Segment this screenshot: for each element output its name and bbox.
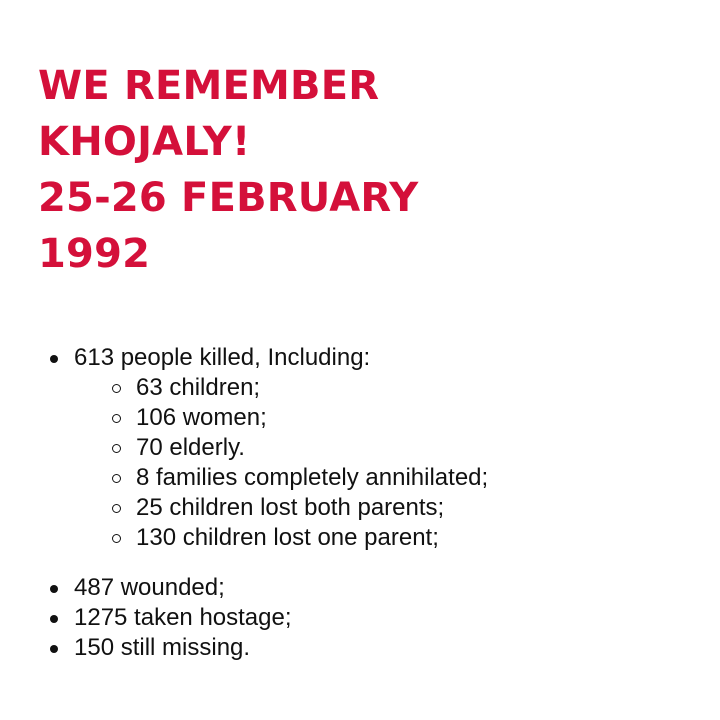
spacer bbox=[50, 553, 488, 573]
list-item-detail: 106 women; bbox=[112, 403, 488, 433]
headline-line-2: KHOJALY! bbox=[38, 119, 251, 165]
other-facts-list bbox=[50, 573, 488, 663]
facts-list bbox=[50, 343, 488, 663]
killed-details-list bbox=[50, 373, 488, 553]
list-item-detail: 70 elderly. bbox=[112, 433, 488, 463]
headline-line-4: 1992 bbox=[38, 231, 151, 277]
list-item-hostage: 1275 taken hostage; bbox=[50, 603, 488, 633]
list-item-wounded: 487 wounded; bbox=[50, 573, 488, 603]
list-item-detail: 63 children; bbox=[112, 373, 488, 403]
list-item-detail: 25 children lost both parents; bbox=[112, 493, 488, 523]
casualties-list bbox=[50, 343, 488, 373]
headline bbox=[38, 58, 418, 282]
list-item-killed bbox=[50, 343, 488, 373]
list-item-missing: 150 still missing. bbox=[50, 633, 488, 663]
list-item-detail: 130 children lost one parent; bbox=[112, 523, 488, 553]
headline-line-3: 25-26 FEBRUARY bbox=[38, 175, 419, 221]
headline-line-1: WE REMEMBER bbox=[38, 63, 380, 109]
killed-text: 613 people killed, Including: bbox=[74, 344, 371, 371]
list-item-detail: 8 families completely annihilated; bbox=[112, 463, 488, 493]
